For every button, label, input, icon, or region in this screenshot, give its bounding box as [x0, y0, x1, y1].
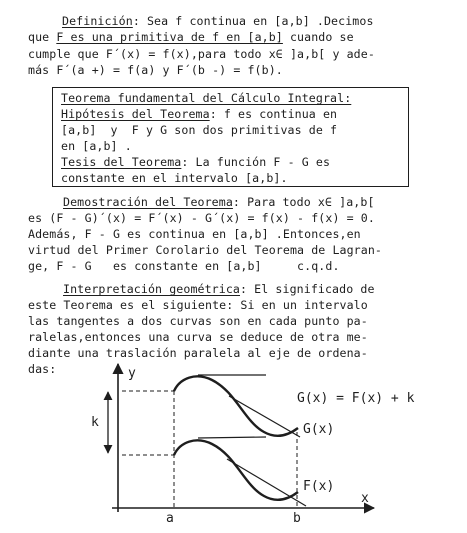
theorem-title: Teorema fundamental del Cálculo Integral: [61, 91, 352, 105]
g-curve-label: G(x) [303, 422, 335, 437]
proof-line-5: ge, F - G es constante en [a,b] c.q.d. [28, 259, 340, 273]
b-label: b [293, 511, 301, 526]
definition-line-4: más F´(a +) = f(a) y F´(b -) = f(b). [28, 63, 283, 77]
f-tangent-slope [227, 459, 306, 506]
x-axis-label: x [361, 491, 369, 506]
g-curve [174, 376, 298, 435]
hypothesis-label: Hipótesis del Teorema [61, 107, 210, 121]
hypothesis-line-2: [a,b] y F y G son dos primitivas de f [61, 123, 338, 137]
proof-line-4: virtud del Primer Corolario del Teorema de Lagran- [28, 243, 383, 257]
proof-line-2: es (F - G)´(x) = F´(x) - G´(x) = f(x) - f(x) = 0. [28, 211, 375, 225]
hypothesis-line-3: en [a,b] . [61, 139, 132, 153]
equation-label: G(x) = F(x) + k [297, 391, 415, 406]
f-curve [174, 440, 298, 499]
interpretation-line-3: las tangentes a dos curvas son en cada punto pa- [28, 314, 368, 328]
interpretation-line-5: diante una traslación paralela al eje de ordena- [28, 346, 368, 360]
f-tangent-top [198, 437, 266, 438]
proof-line-1: Demostración del Teorema: Para todo x∈ ]a,b[ [63, 195, 375, 209]
interpretation-line-4: ralelas,entonces una curva se deduce de otra me- [28, 330, 368, 344]
thesis-line-1: Tesis del Teorema: La función F - G es [61, 155, 331, 169]
proof-line-3: Además, F - G es continua en [a,b] .Entonces,en [28, 227, 361, 241]
thesis-label: Tesis del Teorema [61, 155, 182, 169]
definition-title: Definición [62, 14, 133, 28]
primitive-definition-term: F es una primitiva de f en [a,b] [56, 30, 283, 44]
a-label: a [166, 511, 174, 526]
interpretation-line-2: este Teorema es el siguiente: Si en un intervalo [28, 298, 368, 312]
k-label: k [91, 415, 99, 430]
definition-line-1: Definición: Sea f continua en [a,b] .Decimos [62, 14, 374, 28]
interpretation-title: Interpretación geométrica [63, 282, 241, 296]
y-axis-label: y [128, 366, 136, 381]
hypothesis-line-1: Hipótesis del Teorema: f es continua en [61, 107, 338, 121]
interpretation-line-6: das: [28, 362, 57, 376]
proof-title: Demostración del Teorema [63, 195, 233, 209]
thesis-line-2: constante en el intervalo [a,b]. [61, 171, 288, 185]
f-curve-label: F(x) [303, 479, 335, 494]
g-tangent-slope [229, 396, 300, 437]
definition-line-2: que F es una primitiva de f en [a,b] cuando se [28, 30, 354, 44]
definition-line-3: cumple que F´(x) = f(x),para todo x∈ ]a,b[ y ade- [28, 47, 375, 61]
interpretation-line-1: Interpretación geométrica: El significado de [63, 282, 375, 296]
